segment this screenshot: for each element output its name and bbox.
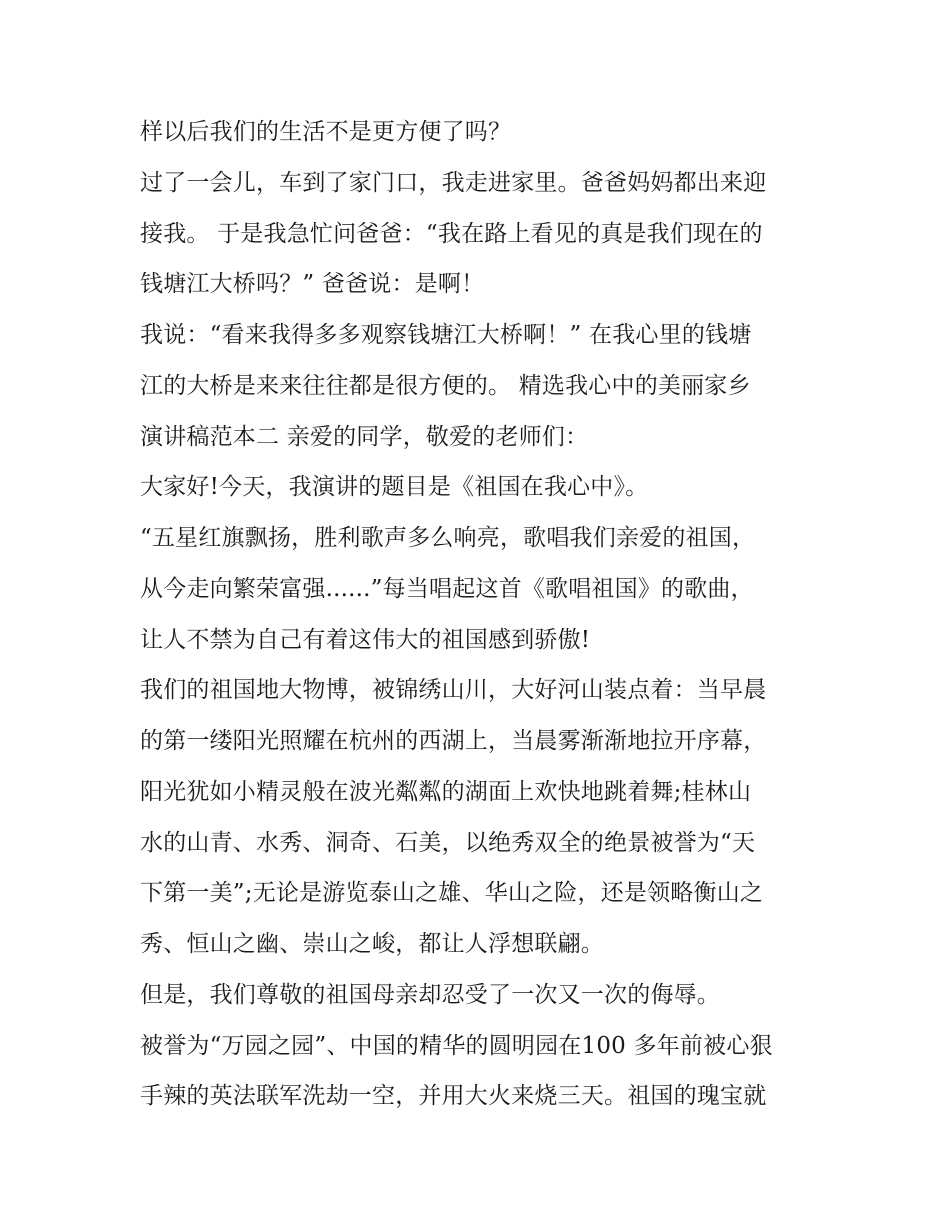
text-line: 江的大桥是来来往往都是很方便的。 精选我心中的美丽家乡 [140, 372, 751, 399]
text-line: 水的山青、水秀、洞奇、石美，以绝秀双全的绝景被誉为“天 [140, 829, 756, 856]
text-line: 阳光犹如小精灵般在波光粼粼的湖面上欢快地跳着舞;桂林山 [140, 778, 752, 805]
text-line: 演讲稿范本二 亲爱的同学，敬爱的老师们： [140, 423, 589, 450]
text-line: 的第一缕阳光照耀在杭州的西湖上，当晨雾渐渐地拉开序幕， [140, 728, 767, 754]
text-line: 被誉为“万园之园”、中国的精华的圆明园在100 多年前被心狠 [140, 1032, 773, 1059]
text-line: 从今走向繁荣富强......”每当唱起这首《歌唱祖国》的歌曲， [140, 575, 754, 602]
text-line: 大家好!今天，我演讲的题目是《祖国在我心中》。 [140, 474, 649, 501]
text-line: “五星红旗飘扬，胜利歌声多么响亮，歌唱我们亲爱的祖国， [140, 525, 756, 551]
text-line: 过了一会儿，车到了家门口，我走进家里。爸爸妈妈都出来迎 [140, 169, 767, 196]
text-line: 让人不禁为自己有着这伟大的祖国感到骄傲! [140, 626, 591, 653]
text-line: 我说：“看来我得多多观察钱塘江大桥啊！” 在我心里的钱塘 [140, 322, 752, 348]
text-line: 秀、恒山之幽、崇山之峻，都让人浮想联翩。 [140, 931, 604, 957]
text-line: 但是，我们尊敬的祖国母亲却忍受了一次又一次的侮辱。 [140, 981, 720, 1008]
text-line: 下第一美”;无论是游览泰山之雄、华山之险，还是领略衡山之 [140, 880, 764, 907]
document-text-body [140, 107, 830, 1122]
text-line: 样以后我们的生活不是更方便了吗？ [140, 119, 512, 145]
text-line: 我们的祖国地大物博，被锦绣山川，大好河山装点着：当早晨 [140, 677, 767, 704]
text-line: 钱塘江大桥吗？” 爸爸说：是啊！ [140, 271, 485, 298]
text-line: 手辣的英法联军洗劫一空，并用大火来烧三天。祖国的瑰宝就 [140, 1083, 767, 1110]
text-line: 接我。 于是我急忙问爸爸：“我在路上看见的真是我们现在的 [140, 220, 763, 247]
